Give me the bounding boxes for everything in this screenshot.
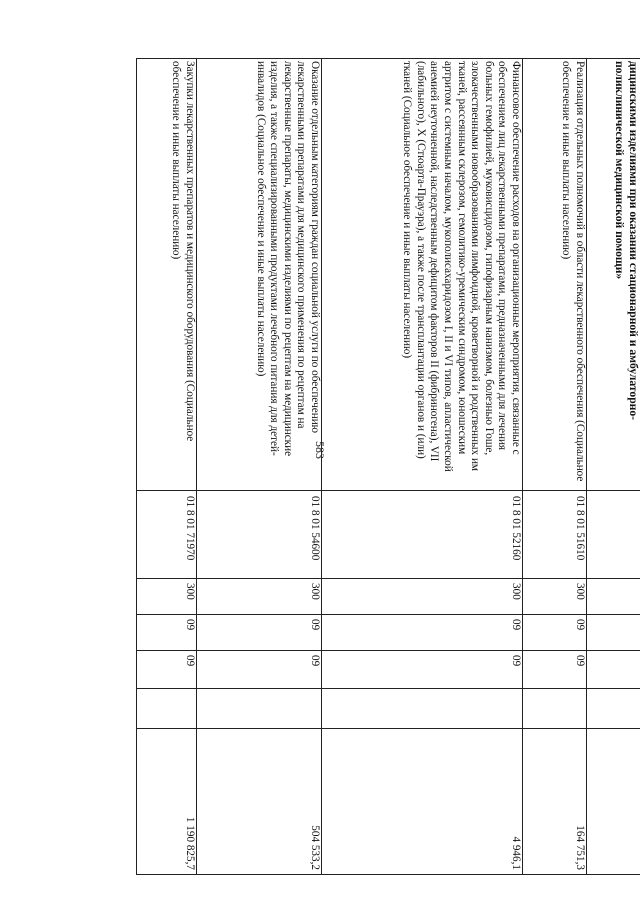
row-code: 01 8 01 71970 — [137, 491, 197, 579]
row-amount — [587, 729, 640, 875]
row-vr — [587, 579, 640, 615]
row-rz: 09 — [197, 615, 322, 651]
row-vr: 300 — [197, 579, 322, 615]
row-extra — [137, 689, 197, 729]
row-amount: 4 946,1 — [322, 729, 523, 875]
table-row — [197, 59, 322, 875]
row-name: Закупки лекарственных препаратов и медицинского оборудования (Социальное обеспечение и иные выплаты населению) — [137, 59, 197, 491]
budget-table-rotated — [137, 58, 640, 874]
row-amount: 164 751,3 — [523, 729, 587, 875]
row-rz: 09 — [137, 615, 197, 651]
table-row — [523, 59, 587, 875]
budget-table — [136, 58, 640, 875]
row-rz — [587, 615, 640, 651]
row-extra — [322, 689, 523, 729]
row-extra — [523, 689, 587, 729]
row-pr — [587, 651, 640, 689]
row-vr: 300 — [322, 579, 523, 615]
row-vr: 300 — [523, 579, 587, 615]
row-name: Реализация отдельных полномочий в области лекарственного обеспечения (Социальное обеспечение и иные выплаты населению) — [523, 59, 587, 491]
row-rz: 09 — [523, 615, 587, 651]
row-name: Оказание отдельным категориям граждан социальной услуги по обеспечению лекарственными препаратами для медицинского применения по рецептам на лекарственные препараты, медицинскими изделиями по рецептам на медицинские изделия, а также специализированными продуктами лечебного питания для детей-инвалидов (Социальное обеспечение и иные выплаты населению) — [197, 59, 322, 491]
row-pr: 09 — [322, 651, 523, 689]
row-amount: 1 190 825,7 — [137, 729, 197, 875]
row-pr: 09 — [137, 651, 197, 689]
row-extra — [587, 689, 640, 729]
row-code: 01 8 01 54600 — [197, 491, 322, 579]
row-code: 01 8 01 52160 — [322, 491, 523, 579]
table-row — [137, 59, 197, 875]
page-number: 583 — [313, 441, 327, 459]
table-row — [322, 59, 523, 875]
row-extra — [197, 689, 322, 729]
row-pr: 09 — [523, 651, 587, 689]
row-name: дицинскими изделиями при оказании стационарной и амбулаторно-поликлинической медицинской помощи» — [587, 59, 640, 491]
row-name: Финансовое обеспечение расходов на организационные мероприятия, связанные с обеспечением лиц лекарственными препаратами, предназначенными для лечения больных гемофилией, муковисцидозом, гипофизарным нанизмом, болезнью Гоше, злокачественными новообразованиями лимфоидной, кроветворной и родственных им тканей, рассеянным склерозом, гемолитико-уремическим синдромом, юношеским артритом с системным началом, мукополисахаридозом I, II и VI типов, апластической анемией неуточненной, наследственным дефицитом факторов II (фибриногена), VII (лабильного), X (Стюарта-Прауэра), а также после трансплантации органов и (или) тканей (Социальное обеспечение и иные выплаты населению) — [322, 59, 523, 491]
table-row — [587, 59, 640, 875]
row-pr: 09 — [197, 651, 322, 689]
row-rz: 09 — [322, 615, 523, 651]
row-code: 01 8 01 51610 — [523, 491, 587, 579]
row-vr: 300 — [137, 579, 197, 615]
row-amount: 504 533,2 — [197, 729, 322, 875]
row-code — [587, 491, 640, 579]
